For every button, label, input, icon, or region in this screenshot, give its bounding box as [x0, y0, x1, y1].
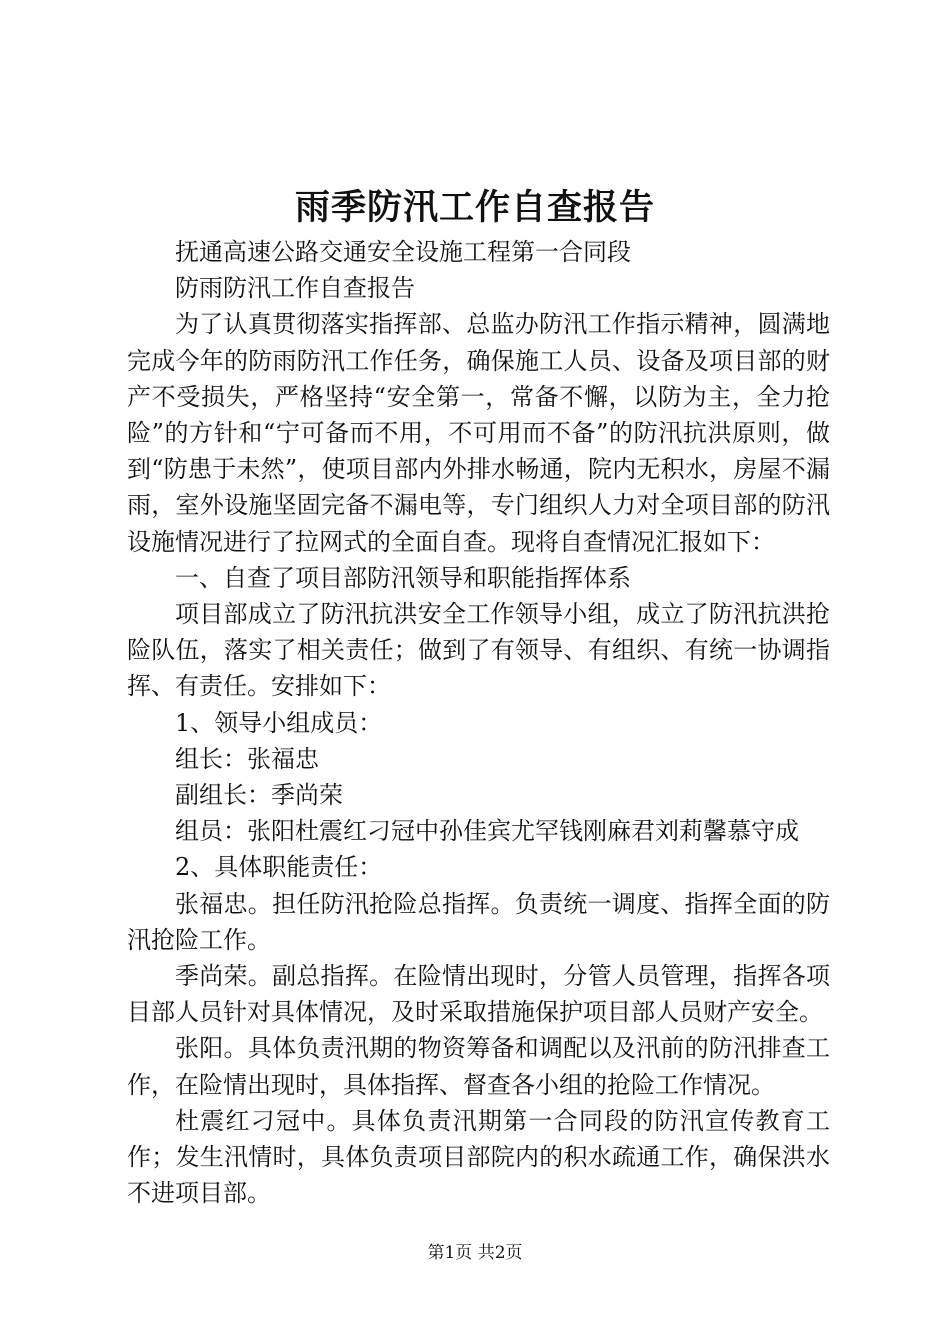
- paragraph-report-name: 防雨防汛工作自查报告: [175, 274, 415, 303]
- paragraph-members: 组员：张阳杜震红刁冠中孙佳宾尤罕钱刚麻君刘莉馨慕守成: [175, 817, 799, 846]
- paragraph-team-setup: 项目部成立了防汛抗洪安全工作领导小组，成立了防汛抗洪抢险队伍，落实了相关责任；做到了有领导、有组织、有统一协调指挥、有责任。安排如下：: [127, 600, 830, 701]
- paragraph-deputy-leader: 副组长：季尚荣: [175, 781, 343, 810]
- document-body: [127, 234, 830, 1211]
- list-heading-duties: 2、具体职能责任：: [175, 853, 383, 882]
- paragraph-duty-du-zhenhong: 杜震红刁冠中。具体负责汛期第一合同段的防汛宣传教育工作；发生汛情时，具体负责项目部院内的积水疏通工作，确保洪水不进项目部。: [127, 1106, 830, 1208]
- paragraph-project-name: 抚通高速公路交通安全设施工程第一合同段: [175, 238, 631, 266]
- paragraph-leader: 组长：张福忠: [175, 744, 319, 773]
- paragraph-duty-ji-shangrong: 季尚荣。副总指挥。在险情出现时，分管人员管理，指挥各项目部人员针对具体情况，及时采取措施保护项目部人员财产安全。: [127, 962, 830, 1027]
- paragraph-introduction: 为了认真贯彻落实指挥部、总监办防汛工作指示精神，圆满地完成今年的防雨防汛工作任务，确保施工人员、设备及项目部的财产不受损失，严格坚持“安全第一，常备不懈，以防为主，全力抢险”的方针和“宁可备而不用，不可用而不备”的防汛抗洪原则，做到“防患于未然”，使项目部内外排水畅通，院内无积水，房屋不漏雨，室外设施坚固完备不漏电等，专门组织人力对全项目部的防汛设施情况进行了拉网式的全面自查。现将自查情况汇报如下：: [127, 310, 830, 556]
- document-title: 雨季防汛工作自查报告: [294, 187, 655, 228]
- paragraph-duty-zhang-yang: 张阳。具体负责汛期的物资筹备和调配以及汛前的防汛排查工作，在险情出现时，具体指挥、督查各小组的抢险工作情况。: [127, 1034, 830, 1099]
- page-footer: 第1页 共2页: [427, 1243, 523, 1263]
- list-heading-members: 1、领导小组成员：: [175, 708, 383, 737]
- paragraph-duty-zhang-fuzhong: 张福忠。担任防汛抢险总指挥。负责统一调度、指挥全面的防汛抢险工作。: [127, 889, 830, 954]
- section-heading-1: 一、自查了项目部防汛领导和职能指挥体系: [175, 563, 631, 592]
